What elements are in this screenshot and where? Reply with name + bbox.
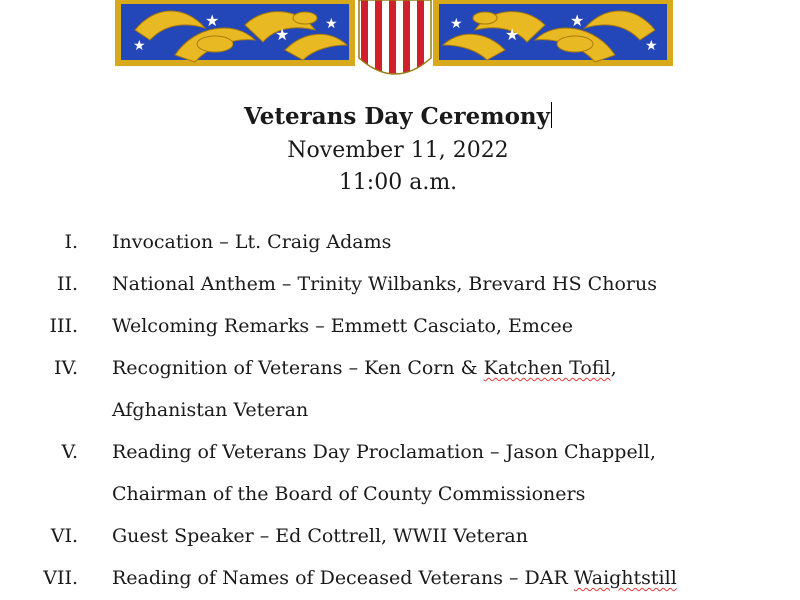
svg-text:★: ★ [275, 25, 290, 44]
agenda-list [0, 221, 800, 599]
svg-text:★: ★ [325, 16, 338, 32]
ceremony-time: 11:00 a.m. [338, 170, 458, 195]
ceremony-banner-image [115, 0, 675, 90]
document-title[interactable] [0, 100, 796, 134]
item-numeral: IV. [54, 357, 78, 379]
text-cursor [551, 102, 552, 128]
agenda-item [0, 347, 800, 389]
item-text-part: , [610, 357, 617, 379]
item-text-part: Reading of Names of Deceased Veterans – DAR [112, 567, 574, 589]
svg-text:★: ★ [450, 16, 463, 32]
agenda-item [0, 557, 800, 599]
agenda-item-continuation [0, 473, 800, 515]
agenda-item [0, 221, 800, 263]
item-numeral: III. [49, 315, 78, 337]
center-shield-icon [359, 0, 431, 90]
svg-text:★: ★ [133, 38, 146, 54]
agenda-item-continuation [0, 389, 800, 431]
agenda-item [0, 515, 800, 557]
item-text: Guest Speaker – Ed Cottrell, WWII Veteran [112, 525, 528, 547]
item-numeral: II. [56, 273, 78, 295]
agenda-item [0, 431, 800, 473]
item-text: Invocation – Lt. Craig Adams [112, 231, 392, 253]
item-text-part: Recognition of Veterans – Ken Corn & [112, 357, 484, 379]
ceremony-date: November 11, 2022 [287, 138, 509, 163]
agenda-item [0, 305, 800, 347]
svg-text:★: ★ [570, 11, 585, 30]
spellcheck-flagged-word[interactable]: Katchen Tofil [483, 357, 611, 379]
item-text: Welcoming Remarks – Emmett Casciato, Emcee [112, 315, 574, 337]
item-text: Chairman of the Board of County Commissioners [112, 483, 586, 505]
svg-text:★: ★ [645, 38, 658, 54]
item-text [112, 347, 617, 389]
item-numeral: V. [61, 441, 78, 463]
svg-text:★: ★ [205, 11, 220, 30]
item-text: National Anthem – Trinity Wilbanks, Brevard HS Chorus [112, 273, 657, 295]
item-text [112, 557, 677, 599]
medal-ribbon-graphic [115, 0, 675, 90]
svg-text:★: ★ [505, 25, 520, 44]
item-numeral: VI. [50, 525, 78, 547]
item-numeral: I. [64, 231, 78, 253]
item-text: Afghanistan Veteran [112, 399, 309, 421]
title-text: Veterans Day Ceremony [244, 103, 550, 130]
spellcheck-flagged-word[interactable]: Waightstill [573, 567, 677, 589]
item-numeral: VII. [43, 567, 78, 589]
item-text: Reading of Veterans Day Proclamation – Jason Chappell, [112, 441, 656, 463]
agenda-item [0, 263, 800, 305]
